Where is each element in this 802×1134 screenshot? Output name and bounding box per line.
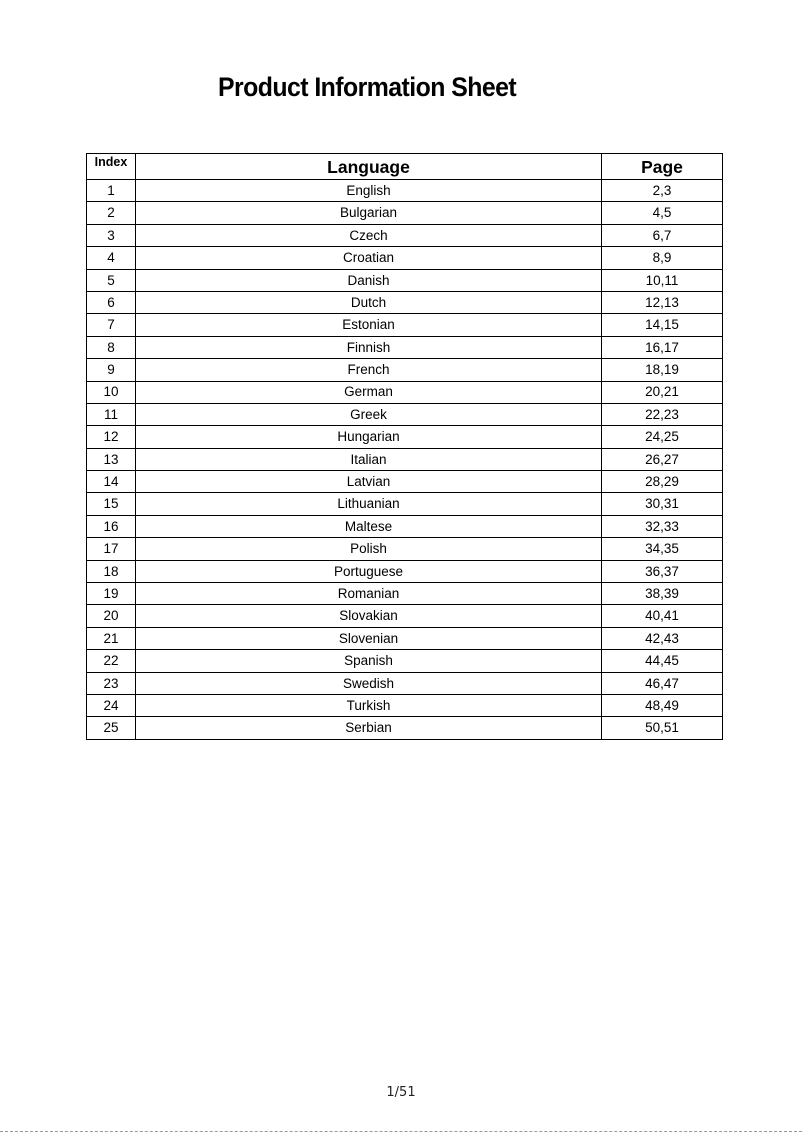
row-page-cell: 40,41 — [602, 605, 723, 627]
table-row — [87, 314, 723, 336]
page-number: 1/51 — [386, 1085, 416, 1100]
row-page-cell: 28,29 — [602, 471, 723, 493]
page-column-header: Page — [602, 154, 723, 180]
table-row — [87, 381, 723, 403]
table-row — [87, 493, 723, 515]
row-index-cell: 1 — [87, 180, 136, 202]
row-language-cell: Croatian — [136, 247, 602, 269]
row-language-cell: Danish — [136, 269, 602, 291]
table-row — [87, 650, 723, 672]
row-language-cell: Czech — [136, 224, 602, 246]
table-row — [87, 515, 723, 537]
row-page-cell: 34,35 — [602, 538, 723, 560]
row-language-cell: Italian — [136, 448, 602, 470]
row-index-cell: 19 — [87, 583, 136, 605]
page-bottom-divider — [0, 1131, 802, 1132]
row-language-cell: Lithuanian — [136, 493, 602, 515]
table-row — [87, 605, 723, 627]
row-language-cell: Romanian — [136, 583, 602, 605]
row-index-cell: 20 — [87, 605, 136, 627]
table-row — [87, 627, 723, 649]
row-index-cell: 14 — [87, 471, 136, 493]
row-language-cell: Spanish — [136, 650, 602, 672]
table-row — [87, 336, 723, 358]
row-language-cell: Latvian — [136, 471, 602, 493]
row-index-cell: 5 — [87, 269, 136, 291]
row-page-cell: 32,33 — [602, 515, 723, 537]
table-row — [87, 180, 723, 202]
row-page-cell: 20,21 — [602, 381, 723, 403]
table-row — [87, 426, 723, 448]
row-page-cell: 18,19 — [602, 359, 723, 381]
row-language-cell: Dutch — [136, 291, 602, 313]
table-row — [87, 359, 723, 381]
row-page-cell: 8,9 — [602, 247, 723, 269]
row-language-cell: Serbian — [136, 717, 602, 739]
index-column-header: Index — [87, 154, 136, 180]
row-index-cell: 7 — [87, 314, 136, 336]
row-index-cell: 8 — [87, 336, 136, 358]
row-page-cell: 36,37 — [602, 560, 723, 582]
row-index-cell: 15 — [87, 493, 136, 515]
table-row — [87, 717, 723, 739]
row-language-cell: Finnish — [136, 336, 602, 358]
table-row — [87, 538, 723, 560]
table-row — [87, 269, 723, 291]
row-page-cell: 10,11 — [602, 269, 723, 291]
row-page-cell: 24,25 — [602, 426, 723, 448]
row-language-cell: Portuguese — [136, 560, 602, 582]
row-index-cell: 2 — [87, 202, 136, 224]
row-page-cell: 4,5 — [602, 202, 723, 224]
table-row — [87, 560, 723, 582]
row-language-cell: Slovakian — [136, 605, 602, 627]
row-language-cell: Swedish — [136, 672, 602, 694]
row-index-cell: 4 — [87, 247, 136, 269]
row-index-cell: 11 — [87, 403, 136, 425]
row-page-cell: 2,3 — [602, 180, 723, 202]
row-language-cell: French — [136, 359, 602, 381]
table-row — [87, 202, 723, 224]
row-language-cell: English — [136, 180, 602, 202]
row-page-cell: 38,39 — [602, 583, 723, 605]
row-page-cell: 12,13 — [602, 291, 723, 313]
row-index-cell: 3 — [87, 224, 136, 246]
table-row — [87, 694, 723, 716]
row-page-cell: 44,45 — [602, 650, 723, 672]
row-language-cell: Maltese — [136, 515, 602, 537]
row-index-cell: 23 — [87, 672, 136, 694]
row-index-cell: 21 — [87, 627, 136, 649]
language-index-table — [86, 153, 723, 740]
row-page-cell: 48,49 — [602, 694, 723, 716]
row-index-cell: 17 — [87, 538, 136, 560]
table-row — [87, 291, 723, 313]
table-body — [87, 180, 723, 740]
row-index-cell: 22 — [87, 650, 136, 672]
row-page-cell: 22,23 — [602, 403, 723, 425]
row-language-cell: Hungarian — [136, 426, 602, 448]
table-row — [87, 224, 723, 246]
row-language-cell: Turkish — [136, 694, 602, 716]
row-language-cell: Bulgarian — [136, 202, 602, 224]
row-index-cell: 25 — [87, 717, 136, 739]
row-index-cell: 18 — [87, 560, 136, 582]
row-index-cell: 6 — [87, 291, 136, 313]
row-language-cell: Slovenian — [136, 627, 602, 649]
row-page-cell: 30,31 — [602, 493, 723, 515]
page-title: Product Information Sheet — [218, 72, 517, 102]
row-index-cell: 16 — [87, 515, 136, 537]
row-page-cell: 46,47 — [602, 672, 723, 694]
row-index-cell: 9 — [87, 359, 136, 381]
row-index-cell: 12 — [87, 426, 136, 448]
row-language-cell: Polish — [136, 538, 602, 560]
table-row — [87, 247, 723, 269]
table-row — [87, 448, 723, 470]
table-row — [87, 583, 723, 605]
table-row — [87, 403, 723, 425]
table-header-row — [87, 154, 723, 180]
row-page-cell: 26,27 — [602, 448, 723, 470]
row-page-cell: 14,15 — [602, 314, 723, 336]
table-row — [87, 672, 723, 694]
row-page-cell: 50,51 — [602, 717, 723, 739]
row-language-cell: Estonian — [136, 314, 602, 336]
row-page-cell: 42,43 — [602, 627, 723, 649]
row-language-cell: Greek — [136, 403, 602, 425]
row-index-cell: 10 — [87, 381, 136, 403]
row-index-cell: 13 — [87, 448, 136, 470]
row-language-cell: German — [136, 381, 602, 403]
row-page-cell: 16,17 — [602, 336, 723, 358]
row-index-cell: 24 — [87, 694, 136, 716]
table-row — [87, 471, 723, 493]
language-column-header: Language — [136, 154, 602, 180]
row-page-cell: 6,7 — [602, 224, 723, 246]
